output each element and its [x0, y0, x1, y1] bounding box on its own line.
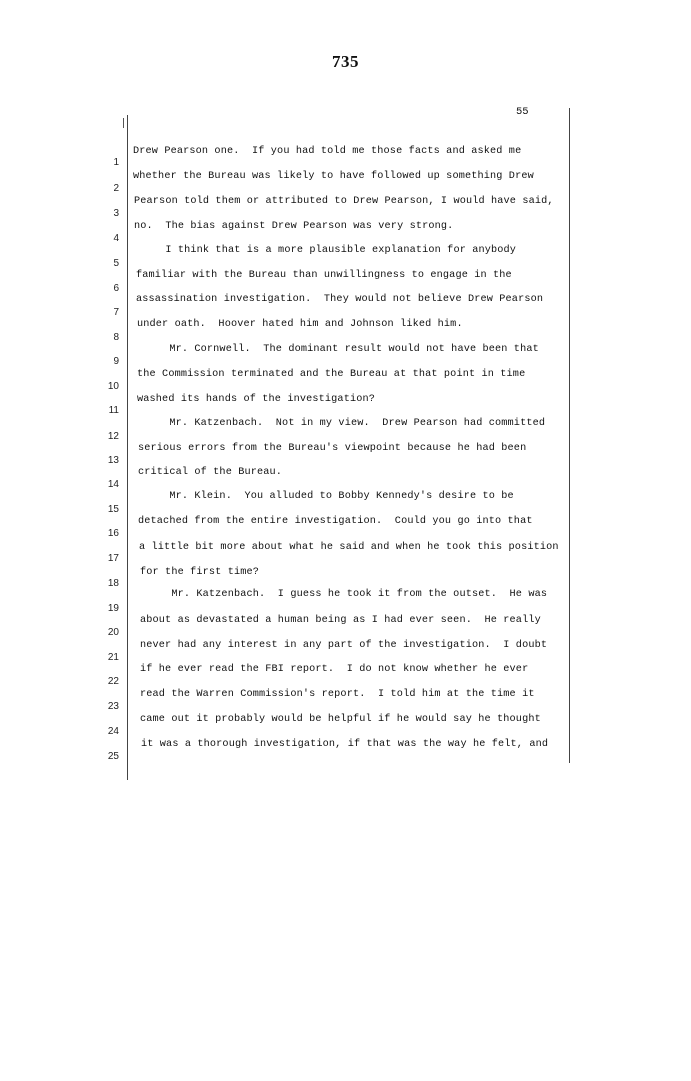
transcript-line: Pearson told them or attributed to Drew Pearson, I would have said, [134, 196, 554, 207]
transcript-line: I think that is a more plausible explanation for anybody [134, 245, 517, 256]
transcript-line: read the Warren Commission's report. I told him at the time it [140, 689, 535, 700]
page-number: 735 [332, 52, 359, 71]
line-number: 21 [107, 652, 119, 663]
transcript-line: Mr. Klein. You alluded to Bobby Kennedy's desire to be [138, 491, 514, 502]
transcript-line: if he ever read the FBI report. I do not know whether he ever [140, 664, 529, 675]
line-number: 5 [113, 258, 119, 269]
left-margin-mark [123, 118, 129, 128]
line-number: 7 [113, 307, 119, 318]
transcript-line: came out it probably would be helpful if he would say he thought [140, 714, 541, 725]
transcript-line: Mr. Katzenbach. Not in my view. Drew Pearson had committed [138, 418, 546, 429]
transcript-page-number: 55 [516, 106, 529, 118]
transcript-line: for the first time? [140, 567, 260, 578]
transcript-line: whether the Bureau was likely to have followed up something Drew [133, 171, 534, 182]
line-number: 13 [107, 455, 119, 466]
transcript-line: the Commission terminated and the Bureau at that point in time [137, 369, 526, 380]
transcript-line: assassination investigation. They would not believe Drew Pearson [136, 294, 544, 305]
line-number: 8 [113, 332, 119, 343]
line-number: 14 [107, 479, 119, 490]
transcript-line: serious errors from the Bureau's viewpoint because he had been [138, 443, 527, 454]
line-number: 15 [107, 504, 119, 515]
line-number: 3 [113, 208, 119, 219]
line-number: 12 [107, 431, 119, 442]
transcript-line: under oath. Hoover hated him and Johnson liked him. [137, 319, 463, 330]
line-number: 22 [107, 676, 119, 687]
transcript-line: a little bit more about what he said and when he took this position [139, 542, 559, 553]
line-number: 2 [113, 183, 119, 194]
line-number: 1 [113, 157, 119, 168]
line-number: 10 [107, 381, 119, 392]
line-number: 9 [113, 356, 119, 367]
transcript-line: it was a thorough investigation, if that was the way he felt, and [141, 739, 549, 750]
transcript-line: washed its hands of the investigation? [137, 394, 376, 405]
transcript-line: about as devastated a human being as I had ever seen. He really [140, 615, 541, 626]
transcript-line: Mr. Katzenbach. I guess he took it from the outset. He was [140, 589, 548, 600]
transcript-line: no. The bias against Drew Pearson was very strong. [134, 221, 454, 232]
line-number: 20 [107, 627, 119, 638]
left-margin-rule [127, 115, 128, 780]
line-number: 4 [113, 233, 119, 244]
transcript-line: detached from the entire investigation. Could you go into that [138, 516, 533, 527]
transcript-line: familiar with the Bureau than unwillingness to engage in the [136, 270, 512, 281]
line-number: 19 [107, 603, 119, 614]
transcript-line: critical of the Bureau. [138, 467, 283, 478]
line-number: 17 [107, 553, 119, 564]
transcript-line: Mr. Cornwell. The dominant result would not have been that [138, 344, 539, 355]
line-number: 24 [107, 726, 119, 737]
line-number: 6 [113, 283, 119, 294]
line-number: 16 [107, 528, 119, 539]
transcript-line: Drew Pearson one. If you had told me those facts and asked me [133, 146, 522, 157]
line-number: 18 [107, 578, 119, 589]
transcript-line: never had any interest in any part of the investigation. I doubt [140, 640, 548, 651]
line-number: 11 [108, 405, 119, 416]
right-margin-rule [569, 108, 570, 763]
line-number: 25 [107, 751, 119, 762]
line-number: 23 [107, 701, 119, 712]
